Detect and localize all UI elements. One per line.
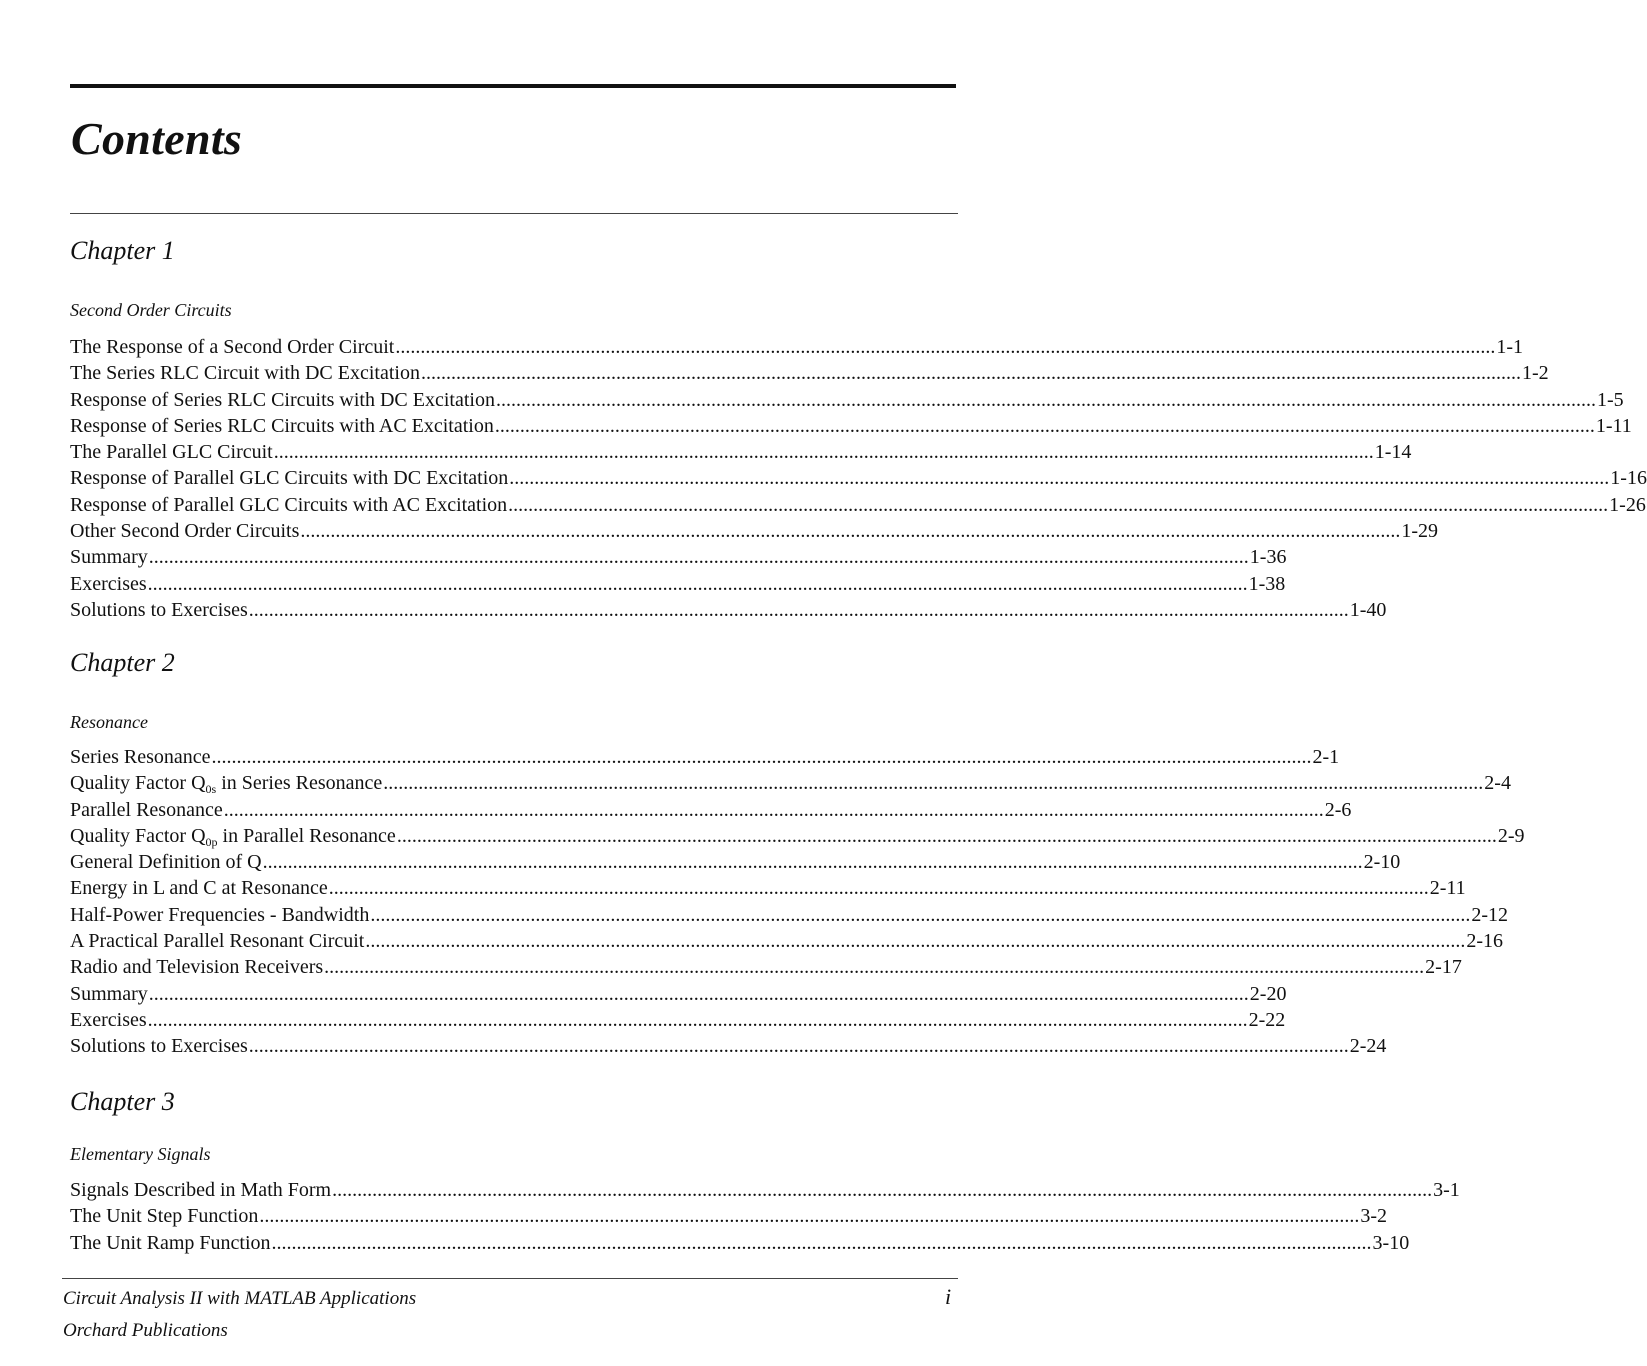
toc-entry (70, 492, 1646, 518)
toc-entry-page: 1-29 (1401, 520, 1439, 543)
toc-entry-page: 2-12 (1471, 903, 1509, 926)
toc-leader-dots: ............................................................................................................................................................................................................................ (300, 520, 1401, 543)
footer-rule (62, 1278, 958, 1279)
toc-entry-text: Signals Described in Math Form (70, 1179, 332, 1201)
toc-entry-title (70, 902, 369, 928)
toc-entry-text: Quality Factor Q (70, 824, 206, 847)
toc-entry (70, 465, 1647, 491)
toc-leader-dots: ............................................................................................................................................................................................................................ (324, 956, 1425, 979)
toc-entry-title (70, 571, 147, 597)
toc-entry (70, 1230, 1410, 1256)
footer-publisher: Orchard Publications (63, 1320, 228, 1341)
toc-entry-page: 2-17 (1425, 956, 1462, 979)
toc-entry (70, 439, 1412, 465)
chapter-3-entries (70, 1177, 1460, 1256)
toc-entry-page: 2-4 (1484, 772, 1511, 795)
toc-entry (70, 597, 1387, 623)
toc-entry-text: Summary (70, 546, 148, 569)
toc-entry-title (70, 492, 507, 518)
toc-leader-dots: ............................................................................................................................................................................................................................ (248, 598, 1349, 621)
toc-entry (70, 1007, 1286, 1033)
toc-entry-page: 1-40 (1349, 598, 1387, 621)
toc-entry-text: Response of Parallel GLC Circuits with DC Excitation (70, 467, 509, 490)
toc-entry-text: Response of Series RLC Circuits with AC Excitation (70, 414, 494, 437)
toc-entry-title (70, 797, 223, 823)
toc-entry (70, 1177, 1460, 1203)
toc-entry-text-suffix: in Parallel Resonance (217, 824, 396, 847)
toc-leader-dots: ............................................................................................................................................................................................................................ (383, 772, 1484, 795)
toc-entry-title (70, 1230, 271, 1256)
toc-leader-dots: ............................................................................................................................................................................................................................ (365, 930, 1466, 953)
toc-entry-text-suffix: in Series Resonance (216, 772, 383, 795)
toc-leader-dots: ............................................................................................................................................................................................................................ (396, 824, 1497, 847)
toc-entry-text: The Unit Ramp Function (70, 1231, 271, 1254)
toc-entry-text: Summary (70, 982, 148, 1005)
toc-entry-page: 2-9 (1497, 824, 1525, 847)
toc-entry-page: 3-10 (1372, 1231, 1410, 1254)
toc-entry (70, 954, 1462, 980)
toc-entry-title (70, 334, 394, 360)
toc-entry-title (70, 928, 364, 954)
toc-entry (70, 981, 1287, 1007)
toc-entry-text: The Response of a Second Order Circuit (70, 336, 395, 358)
toc-entry (70, 770, 1511, 797)
toc-entry-title (70, 439, 273, 465)
toc-entry-title (70, 954, 323, 980)
toc-entry-page: 1-38 (1248, 572, 1286, 595)
toc-entry-title (70, 1177, 331, 1203)
chapter-1-subtitle: Second Order Circuits (70, 300, 232, 320)
toc-entry-page: 2-22 (1248, 1008, 1286, 1031)
toc-entry-page: 1-36 (1249, 546, 1287, 569)
toc-entry-page: 1-16 (1610, 467, 1647, 490)
toc-entry-page: 2-16 (1466, 930, 1504, 953)
chapter-1-entries (70, 334, 1647, 623)
page-title: Contents (71, 113, 243, 164)
toc-entry-text: Parallel Resonance (70, 798, 223, 821)
toc-entry-subscript: 0p (205, 834, 218, 849)
toc-entry-page: 1-5 (1596, 388, 1624, 411)
toc-leader-dots: ............................................................................................................................................................................................................................ (211, 746, 1312, 768)
toc-leader-dots: ............................................................................................................................................................................................................................ (148, 546, 1249, 569)
chapter-3-subtitle: Elementary Signals (70, 1144, 211, 1164)
chapter-2-entries (70, 744, 1525, 1060)
toc-entry-text: Exercises (70, 1008, 147, 1031)
toc-entry-page: 3-2 (1360, 1205, 1387, 1228)
toc-entry-title (70, 360, 420, 386)
toc-entry-page: 2-10 (1363, 851, 1401, 874)
toc-leader-dots: ............................................................................................................................................................................................................................ (147, 572, 1248, 595)
toc-entry (70, 875, 1466, 901)
toc-leader-dots: ............................................................................................................................................................................................................................ (332, 1179, 1433, 1201)
toc-entry-page: 2-11 (1429, 877, 1466, 900)
toc-entry-title (70, 387, 495, 413)
chapter-3-heading: Chapter 3 (70, 1087, 175, 1116)
toc-entry-text: Response of Series RLC Circuits with DC Excitation (70, 388, 495, 411)
footer-page-number: i (945, 1284, 952, 1309)
top-rule (70, 84, 956, 88)
toc-entry-page: 1-26 (1609, 493, 1646, 516)
toc-entry-text: Quality Factor Q (70, 772, 206, 795)
toc-entry-text: Radio and Television Receivers (70, 956, 324, 979)
toc-leader-dots: ............................................................................................................................................................................................................................ (248, 1035, 1349, 1058)
toc-entry-text: Solutions to Exercises (70, 1035, 248, 1058)
toc-entry-title (70, 1033, 248, 1059)
toc-leader-dots: ............................................................................................................................................................................................................................ (148, 982, 1249, 1005)
toc-entry-text: The Series RLC Circuit with DC Excitation (70, 362, 420, 385)
toc-leader-dots: ............................................................................................................................................................................................................................ (495, 388, 1596, 411)
toc-leader-dots: ............................................................................................................................................................................................................................ (370, 903, 1471, 926)
toc-entry-title (70, 518, 299, 544)
toc-leader-dots: ............................................................................................................................................................................................................................ (147, 1008, 1248, 1031)
chapter-2-subtitle: Resonance (70, 712, 148, 732)
toc-entry-text: Solutions to Exercises (70, 598, 248, 621)
toc-entry-title (70, 1007, 147, 1033)
toc-entry-page: 2-24 (1349, 1035, 1387, 1058)
toc-entry-page: 2-20 (1249, 982, 1287, 1005)
toc-entry-subscript: 0s (205, 782, 217, 797)
chapter-2-heading: Chapter 2 (70, 648, 175, 677)
toc-entry-title (70, 744, 211, 770)
toc-entry-text: Response of Parallel GLC Circuits with AC Excitation (70, 493, 508, 516)
toc-entry-title (70, 544, 148, 570)
toc-entry-text: The Parallel GLC Circuit (70, 441, 273, 464)
toc-entry (70, 518, 1439, 544)
toc-leader-dots: ............................................................................................................................................................................................................................ (509, 467, 1610, 490)
toc-entry (70, 744, 1340, 770)
toc-entry-text: The Unit Step Function (70, 1205, 259, 1228)
toc-entry (70, 1203, 1387, 1229)
toc-entry (70, 413, 1632, 439)
title-rule (70, 213, 958, 214)
toc-leader-dots: ............................................................................................................................................................................................................................ (508, 493, 1609, 516)
toc-leader-dots: ............................................................................................................................................................................................................................ (262, 851, 1363, 874)
toc-entry (70, 387, 1624, 413)
toc-leader-dots: ............................................................................................................................................................................................................................ (395, 336, 1496, 358)
footer-book-title: Circuit Analysis II with MATLAB Applications (63, 1288, 417, 1309)
toc-entry-text: General Definition of Q (70, 851, 262, 874)
toc-entry-page: 3-1 (1433, 1179, 1460, 1201)
toc-leader-dots: ............................................................................................................................................................................................................................ (494, 414, 1595, 437)
toc-entry (70, 571, 1286, 597)
toc-entry-title (70, 875, 328, 901)
toc-leader-dots: ............................................................................................................................................................................................................................ (273, 441, 1374, 464)
toc-leader-dots: ............................................................................................................................................................................................................................ (271, 1231, 1372, 1254)
toc-entry-page: 1-14 (1374, 441, 1412, 464)
toc-entry-title (70, 465, 508, 491)
toc-leader-dots: ............................................................................................................................................................................................................................ (259, 1205, 1360, 1228)
toc-entry-page: 1-11 (1595, 414, 1632, 437)
toc-entry-title (70, 597, 248, 623)
toc-entry-title (70, 1203, 258, 1229)
chapter-1-heading: Chapter 1 (70, 236, 175, 265)
toc-entry-page: 2-6 (1324, 798, 1352, 821)
toc-entry (70, 544, 1287, 570)
toc-entry-page: 1-1 (1496, 336, 1524, 358)
toc-leader-dots: ............................................................................................................................................................................................................................ (420, 362, 1521, 385)
toc-entry-title (70, 981, 148, 1007)
toc-entry (70, 797, 1352, 823)
toc-entry-text: Exercises (70, 572, 147, 595)
toc-entry-text: Other Second Order Circuits (70, 520, 300, 543)
toc-entry (70, 1033, 1387, 1059)
toc-entry (70, 902, 1509, 928)
toc-entry-page: 1-2 (1521, 362, 1549, 385)
toc-entry-text: Energy in L and C at Resonance (70, 877, 328, 900)
toc-entry-page: 2-1 (1312, 746, 1340, 768)
toc-entry-text: Half-Power Frequencies - Bandwidth (70, 903, 370, 926)
toc-entry-text: Series Resonance (70, 746, 211, 768)
toc-entry (70, 823, 1525, 849)
toc-entry (70, 360, 1549, 386)
toc-entry-title (70, 413, 494, 439)
toc-entry (70, 928, 1504, 954)
toc-leader-dots: ............................................................................................................................................................................................................................ (328, 877, 1429, 900)
toc-leader-dots: ............................................................................................................................................................................................................................ (223, 798, 1324, 821)
toc-entry-text: A Practical Parallel Resonant Circuit (70, 930, 365, 953)
toc-entry (70, 334, 1524, 360)
toc-entry (70, 849, 1401, 875)
toc-entry-title (70, 849, 262, 875)
